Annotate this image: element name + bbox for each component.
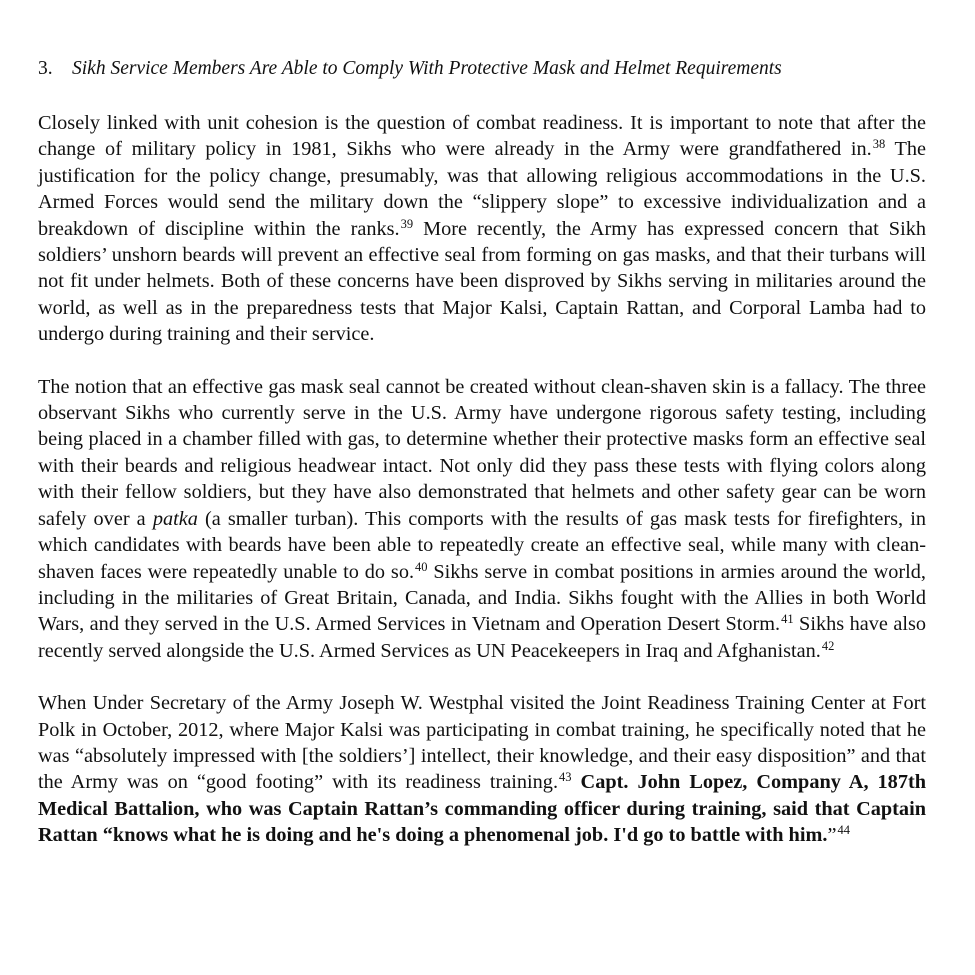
paragraph-text: When Under Secretary of the Army Joseph W. Westphal visited the Joint Readiness Training Center at Fort Polk in October, 2012, where Major Kalsi was participating in combat training, he specifically noted that he was “absolutely impressed with [the soldiers’] intellect, their knowledge, and their easy disposition” and that the Army was on “good footing” with its readiness training. bbox=[38, 692, 926, 794]
paragraph-combat-readiness bbox=[38, 110, 926, 348]
document-page bbox=[38, 56, 926, 875]
closing-quote-mark: ” bbox=[827, 824, 837, 847]
paragraph-text: More recently, the Army has expressed concern that Sikh soldiers’ unshorn beards will prevent an effective seal from forming on gas masks, and that their turbans will not fit under helmets. Both of these concerns have been disproved by Sikhs serving in militaries around the world, as well as in the preparedness tests that Major Kalsi, Captain Rattan, and Corporal Lamba had to undergo during training and their service. bbox=[38, 217, 927, 346]
paragraph-westphal-visit bbox=[38, 690, 926, 848]
bold-quote: Capt. John Lopez, Company A, 187th Medical Battalion, who was Captain Rattan’s commanding officer during training, said that Captain Rattan “knows what he is doing and he's doing a phenomenal job. I'd go to battle with him. bbox=[38, 771, 926, 847]
paragraph-text: The justification for the policy change, presumably, was that allowing religious accommodations in the U.S. Armed Forces would send the military down the “slippery slope” to excessive individualization and a breakdown of discipline within the ranks. bbox=[38, 138, 926, 240]
paragraph-text: Sikhs serve in combat positions in armies around the world, including in the militaries of Great Britain, Canada, and India. Sikhs fought with the Allies in both World Wars, and they served in the U.S. Armed Services in Vietnam and Operation Desert Storm. bbox=[38, 560, 926, 636]
footnote-ref-40[interactable]: 40 bbox=[415, 559, 428, 574]
footnote-ref-41[interactable]: 41 bbox=[781, 612, 794, 627]
footnote-ref-42[interactable]: 42 bbox=[821, 638, 835, 653]
footnote-ref-43[interactable]: 43 bbox=[559, 770, 572, 785]
paragraph-text: (a smaller turban). This comports with the results of gas mask tests for firefighters, in which candidates with beards have been able to repeatedly create an effective seal, while many with clean-shaven faces were repeatedly unable to do so. bbox=[38, 507, 926, 583]
footnote-ref-39[interactable]: 39 bbox=[400, 216, 414, 231]
section-heading bbox=[38, 56, 926, 82]
paragraph-text: Sikhs have also recently served alongside the U.S. Armed Services as UN Peacekeepers in Iraq and Afghanistan. bbox=[38, 613, 926, 662]
section-number: 3. bbox=[38, 58, 53, 79]
paragraph-text: Closely linked with unit cohesion is the question of combat readiness. It is important to note that after the change of military policy in 1981, Sikhs who were already in the Army were grandfathered in. bbox=[38, 112, 926, 161]
section-title: Sikh Service Members Are Able to Comply With Protective Mask and Helmet Requirements bbox=[72, 58, 782, 79]
footnote-ref-44[interactable]: 44 bbox=[837, 823, 850, 838]
paragraph-text: The notion that an effective gas mask seal cannot be created without clean-shaven skin is a fallacy. The three observant Sikhs who currently serve in the U.S. Army have undergone rigorous safety testing, including being placed in a chamber filled with gas, to determine whether their protective masks form an effective seal with their beards and religious headwear intact. Not only did they pass these tests with flying colors along with their fellow soldiers, but they have also demonstrated that helmets and other safety gear can be worn safely over a bbox=[38, 375, 926, 530]
paragraph-gas-mask bbox=[38, 374, 926, 664]
footnote-ref-38[interactable]: 38 bbox=[872, 137, 886, 152]
italic-term: patka bbox=[152, 507, 198, 530]
